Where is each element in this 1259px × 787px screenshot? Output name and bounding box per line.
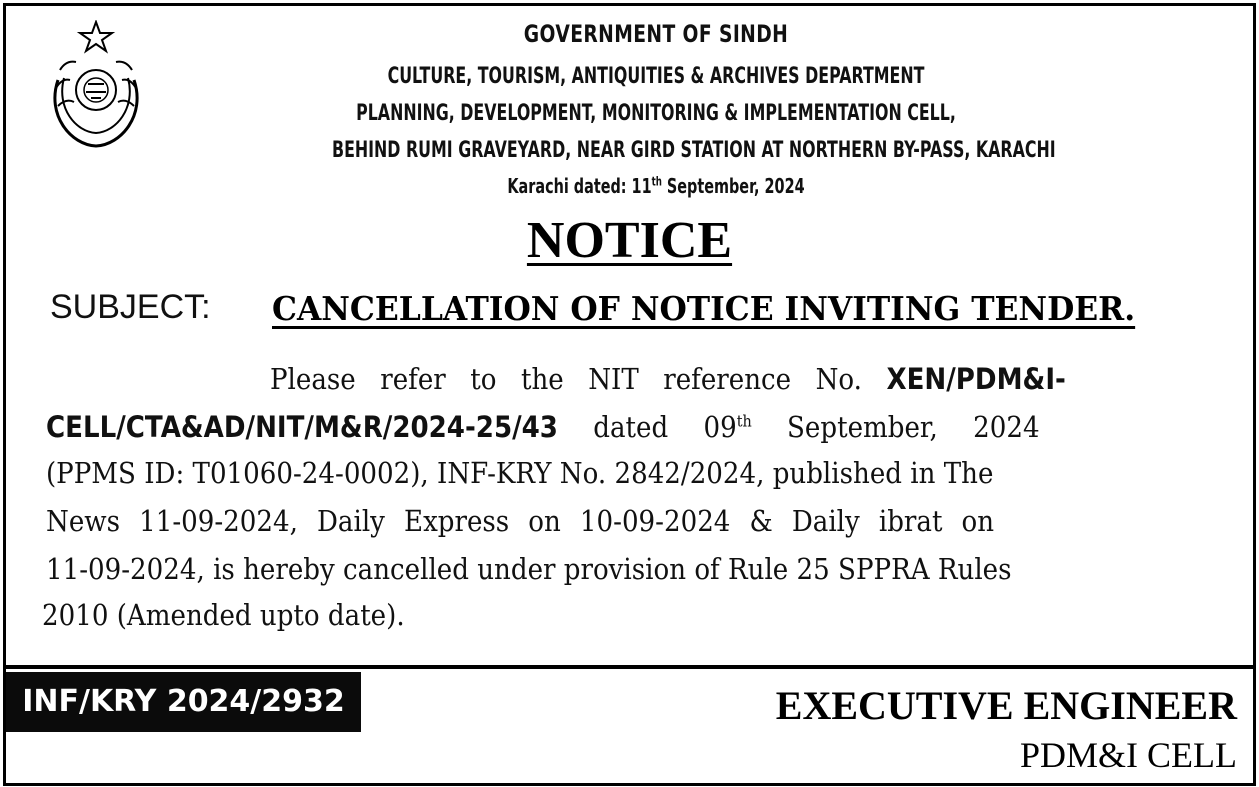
notice-frame [3,3,1256,786]
header-department: CULTURE, TOURISM, ANTIQUITIES & ARCHIVES DEPARTMENT [387,64,925,89]
body-line-6: 2010 (Amended upto date). [42,598,405,632]
body-line-1: Please refer to the NIT reference No. XEN/PDM&I- [270,362,1066,396]
footer-divider [6,665,1253,669]
header-date: Karachi dated: 11th September, 2024 [507,174,805,198]
notice-title: NOTICE [526,212,733,269]
subject-text: CANCELLATION OF NOTICE INVITING TENDER. [272,289,1136,328]
header-cell: PLANNING, DEVELOPMENT, MONITORING & IMPLEMENTATION CELL, [356,101,956,126]
body-line-4: News 11-09-2024, Daily Express on 10-09-2024 & Daily ibrat on [46,504,995,538]
subject-label: SUBJECT: [50,288,211,326]
header-address: BEHIND RUMI GRAVEYARD, NEAR GIRD STATION AT NORTHERN BY-PASS, KARACHI [332,138,1056,163]
ref-badge: INF/KRY 2024/2932 [6,672,361,732]
signatory-title: EXECUTIVE ENGINEER [775,683,1237,728]
sindh-emblem-icon [36,20,156,152]
body-line-3: (PPMS ID: T01060-24-0002), INF-KRY No. 2842/2024, published in The [46,456,994,490]
body-line-5: 11-09-2024, is hereby cancelled under provision of Rule 25 SPPRA Rules [46,552,1012,586]
body-line-2: CELL/CTA&AD/NIT/M&R/2024-25/43 dated 09th September, 2024 [46,410,1040,444]
header-government: GOVERNMENT OF SINDH [523,20,789,48]
signatory-office: PDM&I CELL [1019,735,1237,775]
